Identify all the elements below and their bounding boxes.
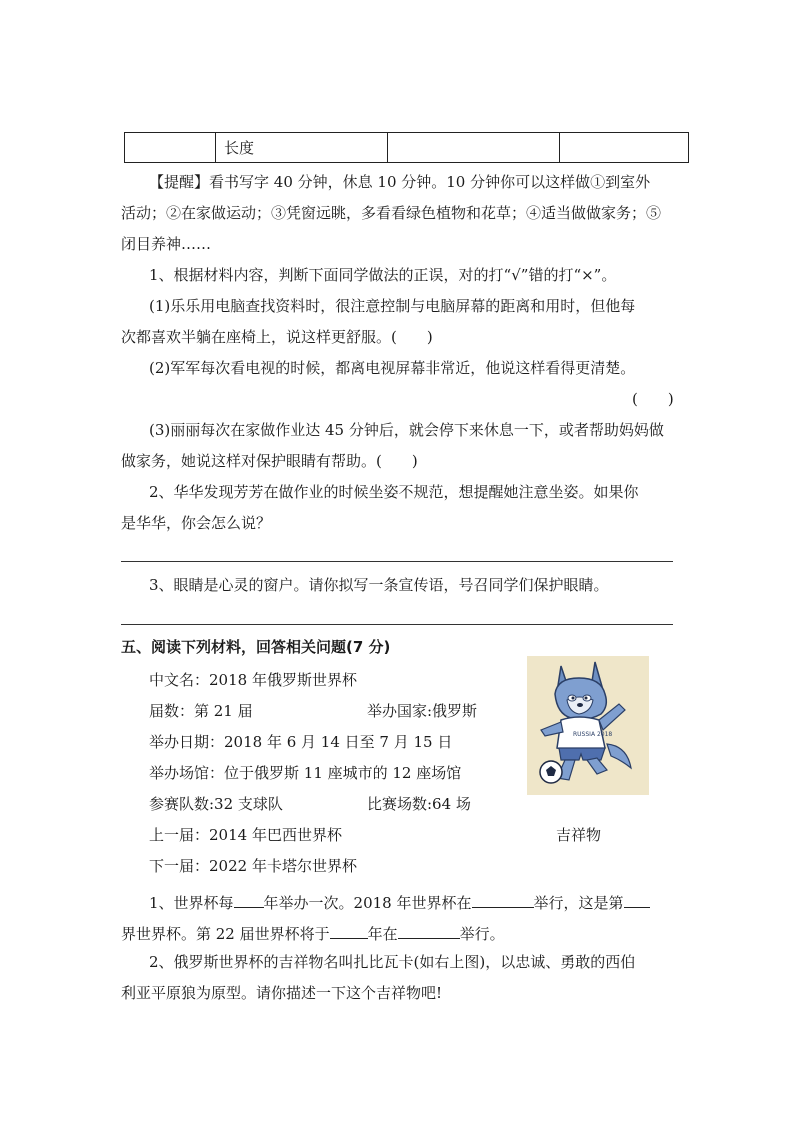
reminder-tag: 【提醒】: [149, 173, 210, 191]
mascot-shirt-text: RUSSIA 2018: [573, 731, 613, 738]
q1-intro: 1、根据材料内容，判断下面同学做法的正误，对的打“√”错的打“×”。: [149, 266, 617, 284]
mascot-caption: 吉祥物: [556, 826, 602, 844]
fill-q1-text: 年在: [367, 925, 398, 943]
section5-title: 五、阅读下列材料，回答相关问题(7 分): [121, 638, 391, 656]
table-cell: 长度: [216, 133, 388, 163]
q2-line1: 2、华华发现芳芳在做作业的时候坐姿不规范，想提醒她注意坐姿。如果你: [149, 483, 639, 501]
blank-interval[interactable]: [234, 890, 264, 908]
info-teams: 参赛队数:32 支球队: [149, 795, 283, 813]
fill-q1-line1: [149, 890, 650, 913]
section5-q2-line2: 利亚平原狼为原型。请你描述一下这个吉祥物吧!: [121, 984, 443, 1002]
q1-item3-line1: (3)丽丽每次在家做作业达 45 分钟后，就会停下来休息一下，或者帮助妈妈做: [149, 421, 664, 439]
section5-q2-line1: 2、俄罗斯世界杯的吉祥物名叫扎比瓦卡(如右上图)，以忠诚、勇敢的西伯: [149, 953, 636, 971]
q2-line2: 是华华，你会怎么说？: [121, 514, 272, 532]
table-row: [125, 133, 689, 163]
fill-q1-line2: [121, 921, 505, 944]
info-name: 中文名：2018 年俄罗斯世界杯: [149, 671, 357, 689]
table-cell: [125, 133, 216, 163]
q1-item1-line2: 次都喜欢半躺在座椅上，说这样更舒服。( ): [121, 328, 433, 346]
fill-q1-text: 举行，这是第: [533, 894, 624, 912]
info-previous: 上一届：2014 年巴西世界杯: [149, 826, 342, 844]
info-venues: 举办场馆：位于俄罗斯 11 座城市的 12 座场馆: [149, 764, 462, 782]
q1-item1-line1: (1)乐乐用电脑查找资料时，很注意控制与电脑屏幕的距离和用时，但他每: [149, 297, 636, 315]
blank-edition[interactable]: [624, 890, 650, 908]
table-cell: [388, 133, 560, 163]
info-host-country: 举办国家:俄罗斯: [367, 702, 478, 720]
fill-q1-text: 界世界杯。第 22 届世界杯将于: [121, 925, 330, 943]
info-edition: 届数：第 21 届: [149, 702, 253, 720]
wolf-mascot-icon: [527, 656, 649, 795]
reminder-line-2: 活动；②在家做运动；③凭窗远眺，多看看绿色植物和花草；④适当做做家务；⑤: [121, 204, 662, 222]
reminder-line-1: [149, 172, 650, 192]
fill-q1-text: 1、世界杯每: [149, 894, 234, 912]
q1-item2-answer-paren[interactable]: ( ): [632, 390, 674, 408]
q3-answer-line[interactable]: [121, 624, 673, 625]
info-dates: 举办日期：2018 年 6 月 14 日至 7 月 15 日: [149, 733, 453, 751]
q1-item3-line2: 做家务，她说这样对保护眼睛有帮助。( ): [121, 452, 418, 470]
top-table: [124, 132, 689, 163]
q1-item2-line1: (2)军军每次看电视的时候，都离电视屏幕非常近，他说这样看得更清楚。: [149, 359, 636, 377]
blank-host-2018[interactable]: [472, 890, 534, 908]
info-next: 下一届：2022 年卡塔尔世界杯: [149, 857, 357, 875]
table-cell: [560, 133, 689, 163]
blank-host-22nd[interactable]: [398, 921, 460, 939]
mascot-image: [527, 656, 649, 795]
reminder-line-3: 闭目养神……: [121, 235, 212, 253]
fill-q1-text: 年举办一次。2018 年世界杯在: [263, 894, 472, 912]
fill-q1-text: 举行。: [459, 925, 505, 943]
q2-answer-line[interactable]: [121, 561, 673, 562]
q3-line1: 3、眼睛是心灵的窗户。请你拟写一条宣传语，号召同学们保护眼睛。: [149, 576, 609, 594]
info-matches: 比赛场数:64 场: [367, 795, 471, 813]
blank-year-22nd[interactable]: [330, 921, 368, 939]
reminder-text: 看书写字 40 分钟，休息 10 分钟。10 分钟你可以这样做①到室外: [209, 173, 651, 191]
